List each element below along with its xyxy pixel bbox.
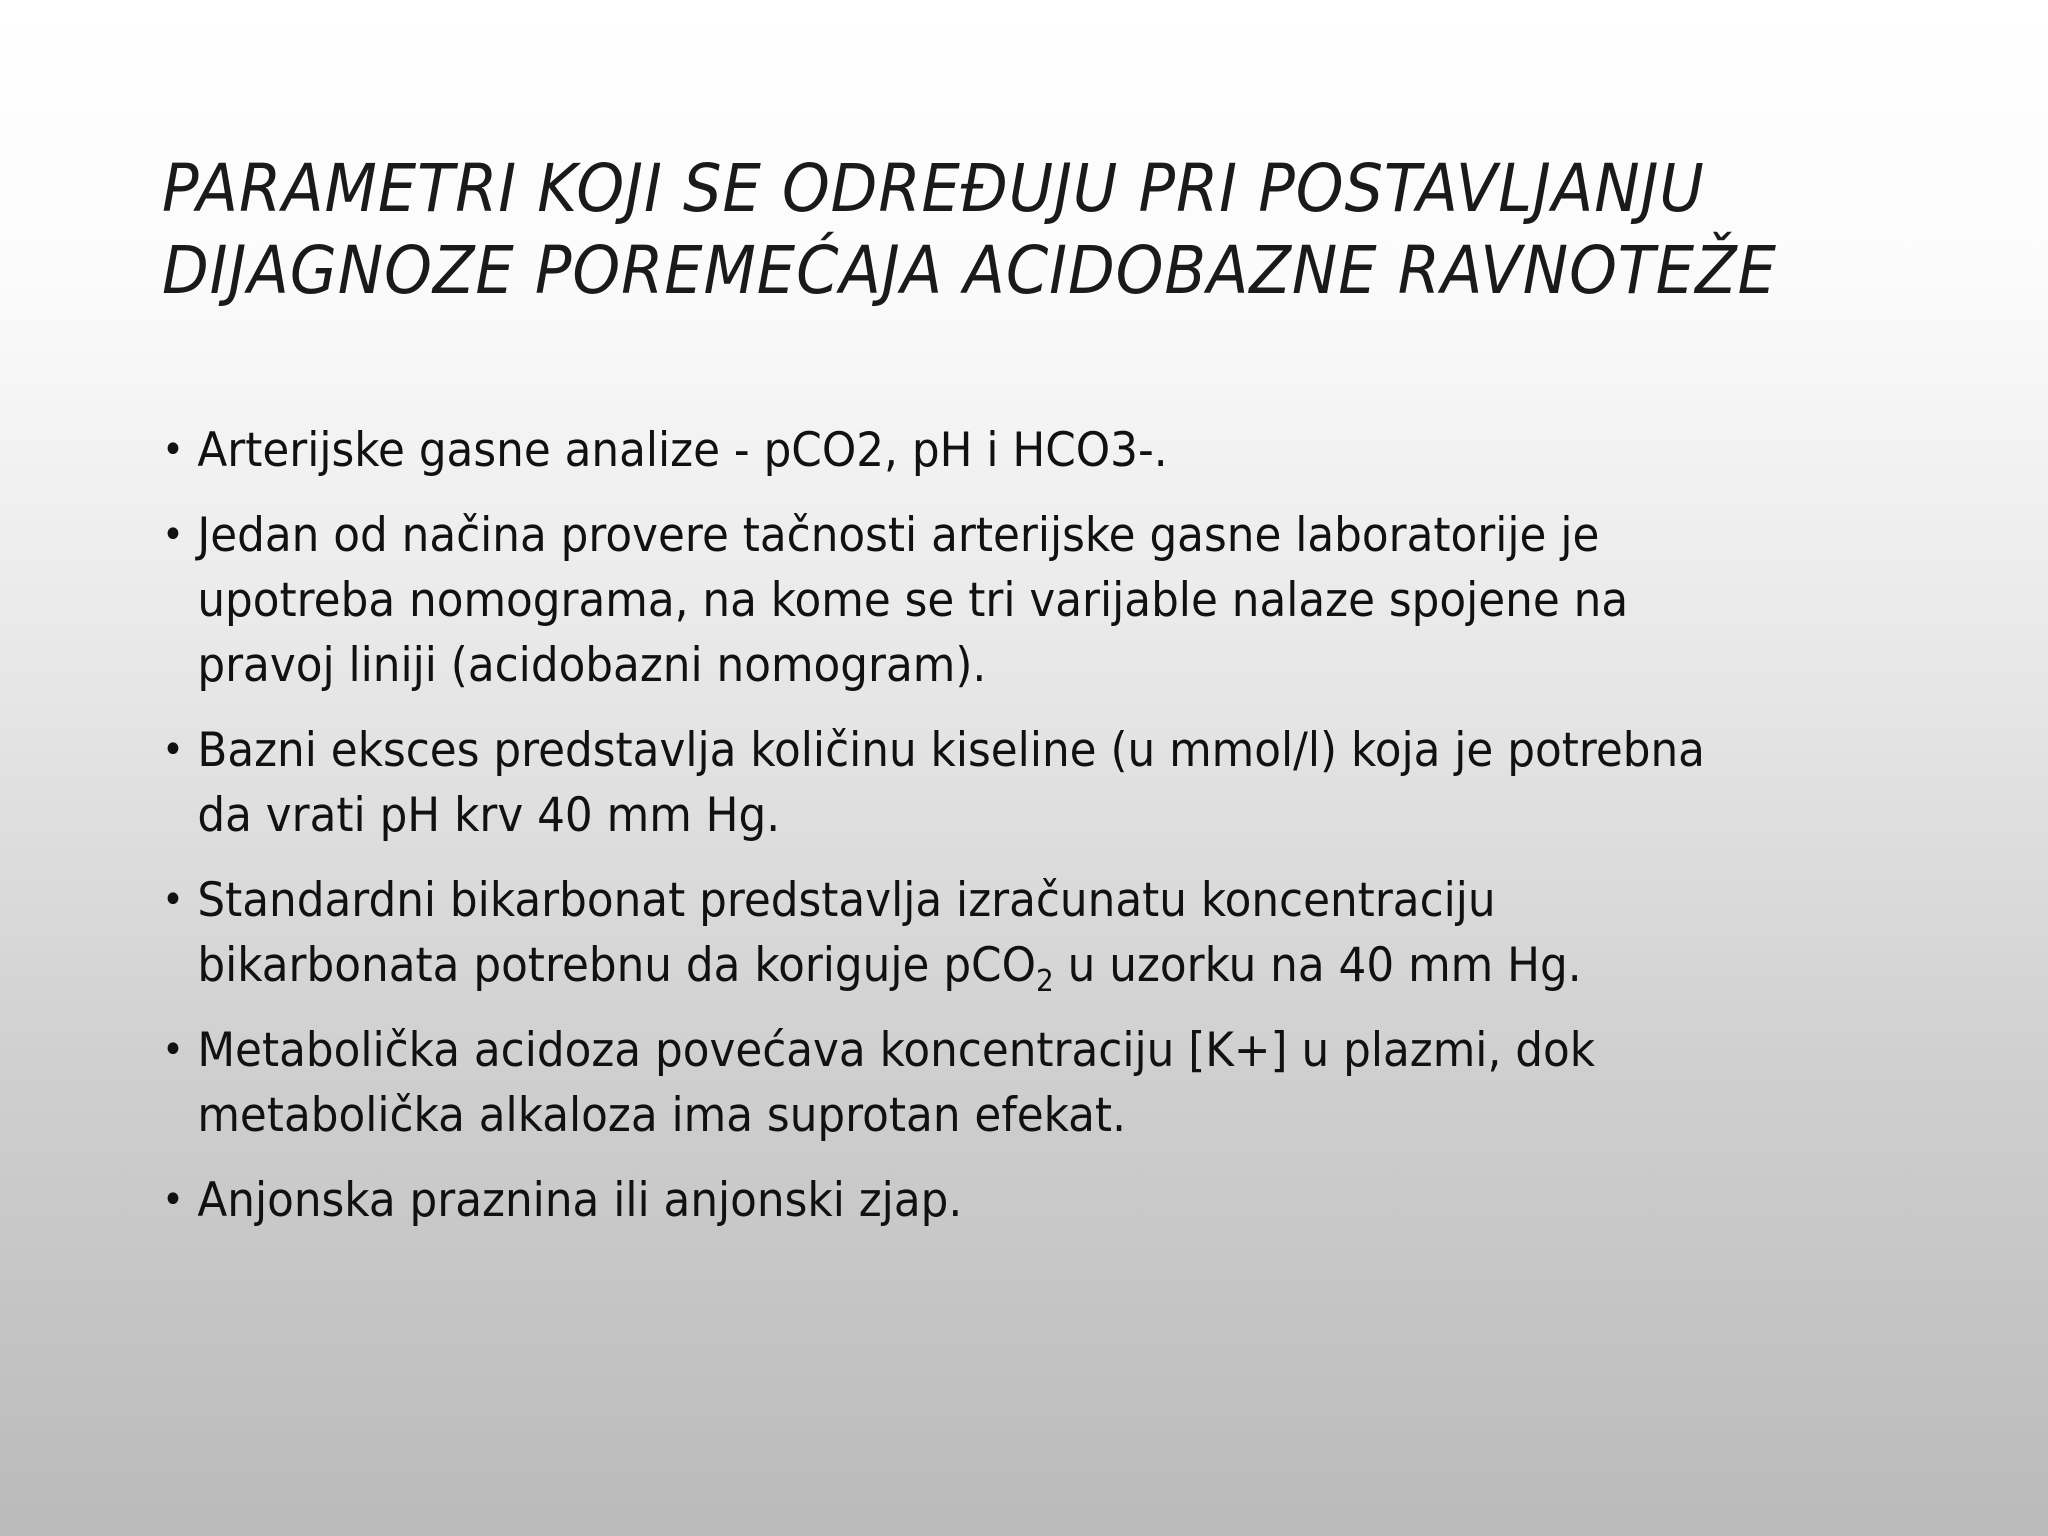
bullet-text-with-subscript: [197, 933, 1945, 998]
bullet-dot-icon: •: [162, 1177, 184, 1223]
slide-title: [162, 148, 1781, 312]
subscript-2: 2: [1035, 964, 1054, 999]
bullet-list: [162, 418, 1922, 1253]
bullet-dot-icon: •: [162, 427, 184, 473]
bullet-item-arterial-gas: [162, 418, 1946, 483]
bullet-dot-icon: •: [162, 727, 184, 773]
bullet-text: Metabolička acidoza povećava koncentraciju [K+] u plazmi, dok: [197, 1023, 1596, 1078]
bullet-item-metabolic-acidosis: [162, 1018, 1946, 1148]
bullet-dot-icon: •: [162, 877, 184, 923]
bullet-item-base-excess: [162, 718, 1946, 848]
bullet-text: metabolička alkaloza ima suprotan efekat.: [197, 1088, 1126, 1143]
bullet-text: da vrati pH krv 40 mm Hg.: [197, 788, 781, 843]
bullet-item-nomogram: [162, 503, 1946, 698]
slide-title-line-1: PARAMETRI KOJI SE ODREĐUJU PRI POSTAVLJANJU: [162, 150, 1705, 227]
bullet-text: Anjonska praznina ili anjonski zjap.: [197, 1173, 963, 1228]
bullet-text: Jedan od načina provere tačnosti arterijske gasne laboratorije je: [197, 508, 1600, 563]
bullet-text: upotreba nomograma, na kome se tri varijable nalaze spojene na: [197, 573, 1629, 628]
slide-title-line-2: DIJAGNOZE POREMEĆAJA ACIDOBAZNE RAVNOTEŽE: [162, 232, 1777, 309]
bullet-dot-icon: •: [162, 512, 184, 558]
bullet-text: Arterijske gasne analize - pCO2, pH i HCO3-.: [197, 423, 1168, 478]
bullet-text: Standardni bikarbonat predstavlja izračunatu koncentraciju: [197, 873, 1496, 928]
bullet-dot-icon: •: [162, 1027, 184, 1073]
bullet-text: pravoj liniji (acidobazni nomogram).: [197, 638, 987, 693]
bullet-item-anion-gap: [162, 1168, 1946, 1233]
bullet-text-post: u uzorku na 40 mm Hg.: [1053, 938, 1582, 993]
bullet-text: Bazni eksces predstavlja količinu kiseline (u mmol/l) koja je potrebna: [197, 723, 1705, 778]
bullet-text-pre: bikarbonata potrebnu da koriguje pCO: [197, 938, 1036, 993]
bullet-item-standard-bicarbonate: [162, 868, 1946, 998]
